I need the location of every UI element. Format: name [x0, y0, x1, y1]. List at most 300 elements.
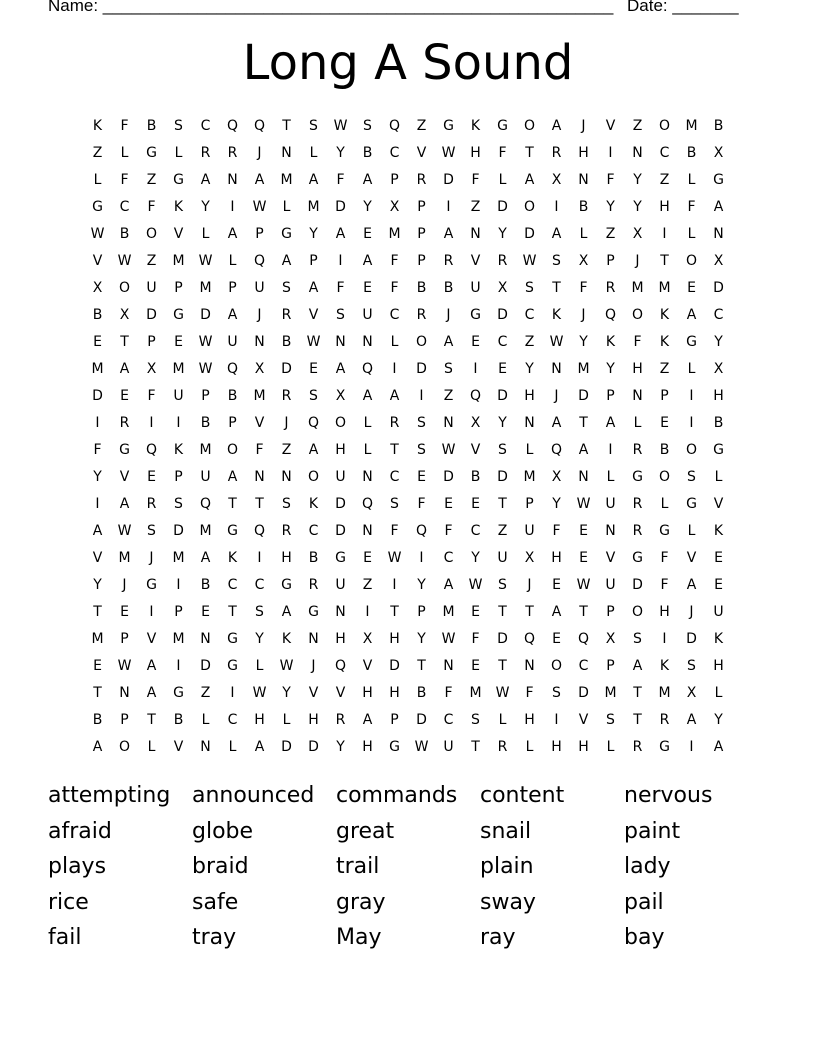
grid-letter: O	[685, 441, 698, 458]
grid-letter: E	[687, 279, 696, 296]
grid-letter: H	[335, 630, 346, 647]
grid-letter: L	[525, 441, 534, 458]
grid-letter: G	[281, 225, 292, 242]
grid-letter: Z	[497, 522, 508, 539]
grid-letter: N	[281, 144, 292, 161]
grid-letter: M	[442, 603, 455, 620]
grid-letter: S	[633, 630, 642, 647]
grid-letter: H	[713, 657, 724, 674]
grid-letter: Q	[253, 522, 266, 539]
grid-letter: L	[363, 414, 372, 431]
grid-letter: V	[119, 468, 130, 485]
grid-letter: Q	[550, 441, 563, 458]
grid-letter: B	[281, 333, 292, 350]
grid-letter: P	[120, 630, 129, 647]
grid-letter: I	[230, 684, 235, 701]
grid-letter: N	[200, 630, 211, 647]
grid-letter: Y	[309, 225, 318, 242]
grid-letter: L	[633, 414, 642, 431]
grid-letter: E	[471, 657, 480, 674]
grid-letter: Y	[714, 711, 723, 728]
grid-letter: L	[93, 171, 102, 188]
grid-letter: L	[687, 522, 696, 539]
grid-letter: U	[470, 279, 481, 296]
grid-letter: C	[200, 117, 211, 134]
grid-letter: Y	[417, 576, 426, 593]
grid-letter: T	[390, 603, 399, 620]
grid-letter: B	[470, 468, 481, 485]
grid-letter: Y	[498, 225, 507, 242]
grid-letter: D	[632, 576, 643, 593]
grid-letter: F	[660, 576, 669, 593]
grid-letter: Y	[336, 738, 345, 755]
grid-letter: A	[281, 252, 292, 269]
grid-letter: A	[227, 306, 238, 323]
grid-letter: X	[686, 684, 697, 701]
word-bank-item: commands	[336, 783, 458, 808]
grid-letter: N	[119, 684, 130, 701]
grid-letter: W	[387, 549, 402, 566]
grid-letter: G	[686, 333, 697, 350]
date-field-label: Date: _______	[627, 0, 739, 15]
grid-letter: I	[689, 738, 694, 755]
grid-letter: F	[444, 684, 453, 701]
grid-letter: M	[91, 360, 104, 377]
grid-letter: A	[308, 441, 319, 458]
grid-letter: I	[419, 549, 424, 566]
grid-letter: N	[254, 333, 265, 350]
grid-letter: E	[93, 657, 102, 674]
grid-letter: N	[524, 414, 535, 431]
word-bank-item: plays	[48, 854, 107, 879]
grid-letter: M	[631, 279, 644, 296]
header-line	[48, 0, 748, 18]
grid-letter: W	[522, 252, 537, 269]
grid-letter: C	[443, 711, 454, 728]
grid-letter: W	[306, 333, 321, 350]
grid-letter: O	[523, 117, 536, 134]
grid-letter: T	[417, 657, 426, 674]
grid-letter: G	[119, 441, 130, 458]
grid-letter: B	[362, 144, 373, 161]
grid-letter: G	[173, 684, 184, 701]
grid-letter: E	[471, 603, 480, 620]
grid-letter: P	[147, 333, 156, 350]
word-bank-item: nervous	[624, 783, 713, 808]
grid-letter: M	[658, 684, 671, 701]
grid-letter: V	[686, 549, 697, 566]
grid-letter: L	[606, 738, 615, 755]
grid-letter: G	[281, 576, 292, 593]
grid-letter: R	[281, 306, 292, 323]
grid-letter: E	[552, 576, 561, 593]
grid-letter: E	[363, 225, 372, 242]
grid-letter: M	[469, 684, 482, 701]
grid-letter: F	[660, 549, 669, 566]
grid-letter: V	[416, 144, 427, 161]
grid-letter: I	[176, 576, 181, 593]
grid-letter: A	[227, 468, 238, 485]
grid-letter: N	[443, 414, 454, 431]
grid-letter: S	[390, 495, 399, 512]
grid-letter: P	[606, 252, 615, 269]
grid-letter: C	[389, 306, 400, 323]
grid-letter: R	[308, 576, 319, 593]
grid-letter: H	[551, 549, 562, 566]
grid-letter: D	[497, 630, 508, 647]
grid-letter: E	[552, 630, 561, 647]
grid-letter: L	[228, 252, 237, 269]
grid-letter: A	[146, 684, 157, 701]
grid-letter: Q	[199, 495, 212, 512]
grid-letter: C	[254, 576, 265, 593]
grid-letter: P	[174, 279, 183, 296]
grid-letter: T	[228, 603, 237, 620]
grid-letter: H	[362, 738, 373, 755]
word-bank-item: sway	[480, 889, 536, 915]
grid-letter: A	[551, 414, 562, 431]
grid-letter: R	[632, 495, 643, 512]
grid-letter: T	[579, 603, 588, 620]
grid-letter: E	[444, 495, 453, 512]
grid-letter: M	[199, 279, 212, 296]
grid-letter: L	[174, 144, 183, 161]
grid-letter: L	[120, 144, 129, 161]
grid-letter: F	[147, 387, 156, 404]
grid-letter: A	[605, 414, 616, 431]
grid-letter: T	[471, 738, 480, 755]
grid-letter: W	[117, 522, 132, 539]
grid-letter: H	[335, 441, 346, 458]
grid-letter: A	[308, 279, 319, 296]
grid-letter: A	[362, 711, 373, 728]
grid-letter: D	[416, 360, 427, 377]
grid-letter: S	[363, 117, 372, 134]
grid-letter: T	[525, 603, 534, 620]
grid-letter: X	[713, 252, 724, 269]
grid-letter: W	[198, 360, 213, 377]
grid-letter: T	[93, 603, 102, 620]
grid-letter: Z	[524, 333, 535, 350]
grid-letter: G	[227, 657, 238, 674]
grid-letter: S	[282, 279, 291, 296]
grid-letter: D	[335, 495, 346, 512]
grid-letter: O	[631, 603, 644, 620]
word-bank-item: announced	[192, 783, 315, 808]
grid-letter: R	[416, 171, 427, 188]
grid-letter: U	[335, 468, 346, 485]
grid-letter: I	[419, 387, 424, 404]
word-bank-item: paint	[624, 818, 681, 844]
word-bank-item: great	[336, 818, 395, 844]
grid-letter: J	[257, 306, 262, 323]
grid-letter: L	[390, 333, 399, 350]
grid-letter: N	[578, 171, 589, 188]
grid-letter: E	[498, 360, 507, 377]
grid-letter: R	[119, 414, 130, 431]
grid-letter: L	[201, 225, 210, 242]
grid-letter: F	[606, 171, 615, 188]
grid-letter: E	[120, 603, 129, 620]
grid-letter: F	[552, 522, 561, 539]
grid-letter: W	[576, 495, 591, 512]
grid-letter: A	[281, 603, 292, 620]
grid-letter: I	[365, 603, 370, 620]
grid-letter: L	[498, 711, 507, 728]
grid-letter: I	[230, 198, 235, 215]
grid-letter: S	[687, 657, 696, 674]
grid-letter: V	[92, 549, 103, 566]
grid-letter: E	[201, 603, 210, 620]
grid-letter: E	[714, 576, 723, 593]
grid-letter: M	[172, 549, 185, 566]
grid-letter: A	[551, 603, 562, 620]
grid-letter: D	[578, 684, 589, 701]
grid-letter: C	[578, 657, 589, 674]
grid-letter: G	[632, 468, 643, 485]
grid-letter: M	[280, 171, 293, 188]
grid-letter: W	[414, 738, 429, 755]
grid-letter: X	[254, 360, 265, 377]
grid-letter: Y	[633, 171, 642, 188]
grid-letter: Q	[226, 117, 239, 134]
grid-letter: I	[689, 414, 694, 431]
grid-letter: N	[254, 468, 265, 485]
grid-letter: U	[227, 333, 238, 350]
word-bank-item: gray	[336, 889, 386, 915]
grid-letter: O	[685, 252, 698, 269]
grid-letter: L	[714, 684, 723, 701]
grid-letter: T	[282, 117, 291, 134]
grid-letter: V	[254, 414, 265, 431]
grid-letter: I	[338, 252, 343, 269]
grid-letter: T	[552, 279, 561, 296]
grid-letter: A	[389, 387, 400, 404]
grid-letter: M	[172, 360, 185, 377]
grid-letter: Z	[416, 117, 427, 134]
grid-letter: W	[441, 144, 456, 161]
grid-letter: W	[495, 684, 510, 701]
grid-letter: G	[308, 603, 319, 620]
grid-letter: B	[416, 279, 427, 296]
grid-letter: Z	[281, 441, 292, 458]
grid-letter: G	[713, 441, 724, 458]
grid-letter: H	[713, 387, 724, 404]
grid-letter: N	[470, 225, 481, 242]
grid-letter: J	[554, 387, 559, 404]
grid-letter: R	[605, 279, 616, 296]
grid-letter: S	[417, 414, 426, 431]
grid-letter: S	[174, 495, 183, 512]
grid-letter: L	[579, 225, 588, 242]
grid-letter: B	[713, 117, 724, 134]
grid-letter: P	[606, 603, 615, 620]
grid-letter: O	[145, 225, 158, 242]
grid-letter: N	[713, 225, 724, 242]
grid-letter: K	[173, 441, 184, 458]
grid-letter: I	[149, 603, 154, 620]
grid-letter: L	[687, 225, 696, 242]
grid-letter: C	[389, 144, 400, 161]
grid-letter: F	[471, 171, 480, 188]
grid-letter: M	[388, 225, 401, 242]
grid-letter: Q	[604, 306, 617, 323]
grid-letter: F	[390, 252, 399, 269]
grid-letter: A	[335, 360, 346, 377]
grid-letter: S	[282, 495, 291, 512]
grid-letter: A	[227, 225, 238, 242]
grid-letter: O	[523, 198, 536, 215]
grid-letter: P	[525, 495, 534, 512]
grid-letter: J	[446, 306, 451, 323]
grid-letter: S	[498, 441, 507, 458]
grid-letter: K	[659, 333, 670, 350]
grid-letter: N	[200, 738, 211, 755]
grid-letter: N	[551, 360, 562, 377]
grid-letter: F	[255, 441, 264, 458]
grid-letter: F	[498, 144, 507, 161]
grid-letter: Y	[201, 198, 210, 215]
grid-letter: M	[307, 198, 320, 215]
grid-letter: S	[552, 684, 561, 701]
grid-letter: H	[389, 684, 400, 701]
grid-letter: Y	[606, 198, 615, 215]
grid-letter: W	[279, 657, 294, 674]
grid-letter: T	[228, 495, 237, 512]
grid-letter: L	[498, 171, 507, 188]
grid-letter: G	[92, 198, 103, 215]
grid-letter: S	[174, 117, 183, 134]
grid-letter: Y	[255, 630, 264, 647]
grid-letter: X	[92, 279, 103, 296]
grid-letter: T	[120, 333, 129, 350]
grid-letter: Q	[334, 657, 347, 674]
grid-letter: R	[632, 738, 643, 755]
grid-letter: T	[498, 495, 507, 512]
grid-letter: W	[198, 252, 213, 269]
word-bank-item: safe	[192, 889, 239, 915]
grid-letter: B	[308, 549, 319, 566]
grid-letter: B	[713, 414, 724, 431]
grid-letter: U	[200, 468, 211, 485]
grid-letter: V	[92, 252, 103, 269]
grid-letter: B	[227, 387, 238, 404]
grid-letter: K	[308, 495, 319, 512]
grid-letter: U	[173, 387, 184, 404]
grid-letter: U	[254, 279, 265, 296]
grid-letter: L	[201, 711, 210, 728]
grid-letter: A	[146, 657, 157, 674]
grid-letter: U	[605, 495, 616, 512]
grid-letter: A	[443, 225, 454, 242]
grid-letter: T	[525, 144, 534, 161]
grid-letter: G	[443, 117, 454, 134]
grid-letter: S	[147, 522, 156, 539]
grid-letter: E	[714, 549, 723, 566]
word-bank-item: ray	[480, 925, 516, 950]
grid-letter: S	[687, 468, 696, 485]
grid-letter: V	[308, 306, 319, 323]
grid-letter: T	[660, 252, 669, 269]
grid-letter: O	[550, 657, 563, 674]
grid-letter: J	[149, 549, 154, 566]
grid-letter: S	[525, 279, 534, 296]
grid-letter: D	[416, 711, 427, 728]
grid-letter: A	[686, 306, 697, 323]
grid-letter: D	[389, 657, 400, 674]
grid-letter: O	[415, 333, 428, 350]
grid-letter: P	[606, 657, 615, 674]
grid-letter: X	[551, 468, 562, 485]
grid-letter: E	[417, 468, 426, 485]
grid-letter: P	[201, 387, 210, 404]
grid-letter: A	[551, 225, 562, 242]
grid-letter: X	[119, 306, 130, 323]
grid-letter: V	[173, 738, 184, 755]
grid-letter: I	[446, 198, 451, 215]
grid-letter: A	[362, 387, 373, 404]
word-bank-item: fail	[48, 925, 82, 950]
grid-letter: A	[308, 171, 319, 188]
grid-letter: M	[658, 279, 671, 296]
grid-letter: E	[471, 333, 480, 350]
grid-letter: L	[714, 468, 723, 485]
grid-letter: A	[632, 657, 643, 674]
grid-letter: T	[633, 711, 642, 728]
grid-letter: X	[362, 630, 373, 647]
grid-letter: J	[257, 144, 262, 161]
grid-letter: P	[309, 252, 318, 269]
grid-letter: P	[174, 468, 183, 485]
grid-letter: P	[417, 603, 426, 620]
grid-letter: I	[608, 144, 613, 161]
grid-letter: D	[497, 468, 508, 485]
word-bank-item: May	[336, 925, 382, 950]
grid-letter: X	[524, 549, 535, 566]
grid-letter: V	[308, 684, 319, 701]
grid-letter: X	[605, 630, 616, 647]
grid-letter: A	[551, 117, 562, 134]
grid-letter: D	[281, 738, 292, 755]
grid-letter: Z	[146, 171, 157, 188]
grid-letter: S	[309, 387, 318, 404]
grid-letter: K	[92, 117, 103, 134]
grid-letter: W	[468, 576, 483, 593]
grid-letter: P	[120, 711, 129, 728]
grid-letter: D	[200, 306, 211, 323]
grid-letter: F	[147, 198, 156, 215]
grid-letter: O	[334, 414, 347, 431]
grid-letter: D	[443, 171, 454, 188]
grid-letter: A	[443, 576, 454, 593]
grid-letter: T	[93, 684, 102, 701]
grid-letter: W	[576, 576, 591, 593]
word-bank-item: rice	[48, 889, 89, 915]
grid-letter: S	[336, 306, 345, 323]
grid-letter: Z	[362, 576, 373, 593]
grid-letter: I	[257, 549, 262, 566]
grid-letter: M	[118, 549, 131, 566]
word-bank-item: attempting	[48, 783, 171, 808]
grid-letter: Y	[714, 333, 723, 350]
grid-letter: A	[335, 225, 346, 242]
grid-letter: I	[554, 198, 559, 215]
grid-letter: X	[497, 279, 508, 296]
grid-letter: P	[660, 387, 669, 404]
grid-letter: H	[659, 198, 670, 215]
grid-letter: F	[390, 522, 399, 539]
grid-letter: G	[146, 576, 157, 593]
